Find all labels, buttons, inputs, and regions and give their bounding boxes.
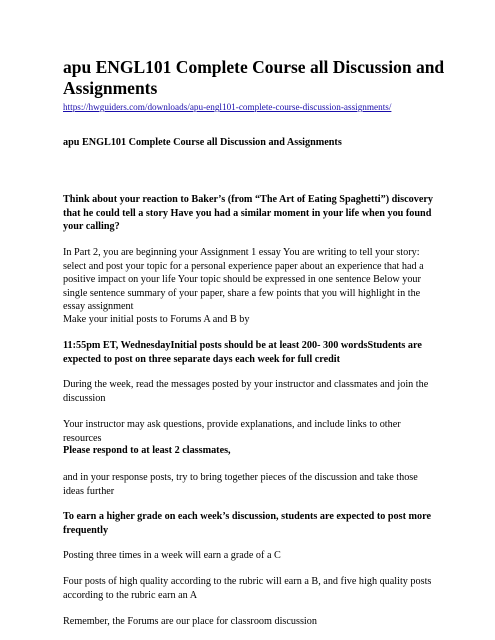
paragraph-instructor: Your instructor may ask questions, provide explanations, and include links to other resources bbox=[63, 419, 401, 444]
paragraph-initial-posts: Make your initial posts to Forums A and B by bbox=[63, 314, 250, 325]
paragraph-response-posts: and in your response posts, try to bring together pieces of the discussion and take those ideas further bbox=[63, 472, 418, 497]
paragraph-higher-grade: To earn a higher grade on each week’s discussion, students are expected to post more frequently bbox=[63, 511, 431, 536]
paragraph-read-messages: During the week, read the messages posted by your instructor and classmates and join the discussion bbox=[63, 379, 429, 404]
paragraph-assignment: In Part 2, you are beginning your Assignment 1 essay You are writing to tell your story: select and post your topic for a personal experience paper about an experience that had a positive impact on your life Your topic should be expressed in one sentence Below your single sentence summary of your paper, share a few points that you will highlight in the essay assignment bbox=[63, 247, 424, 313]
subheading: apu ENGL101 Complete Course all Discussion and Assignments bbox=[63, 137, 342, 148]
paragraph-respond: Please respond to at least 2 classmates, bbox=[63, 445, 231, 456]
page-title: apu ENGL101 Complete Course all Discussion and Assignments bbox=[63, 57, 445, 98]
paragraph-deadline: 11:55pm ET, WednesdayInitial posts should be at least 200- 300 wordsStudents are expected to post on three separate days each week for full credit bbox=[63, 340, 422, 365]
paragraph-prompt: Think about your reaction to Baker’s (from “The Art of Eating Spaghetti”) discovery that he could tell a story Have you had a similar moment in your life when you found your calling? bbox=[63, 194, 433, 233]
paragraph-forums: Remember, the Forums are our place for classroom discussion bbox=[63, 616, 317, 627]
paragraph-grade-b-a: Four posts of high quality according to the rubric will earn a B, and five high quality posts according to the rubric earn an A bbox=[63, 576, 432, 601]
source-link[interactable]: https://hwguiders.com/downloads/apu-engl101-complete-course-discussion-assignments/ bbox=[63, 102, 392, 112]
paragraph-grade-c: Posting three times in a week will earn a grade of a C bbox=[63, 550, 281, 561]
